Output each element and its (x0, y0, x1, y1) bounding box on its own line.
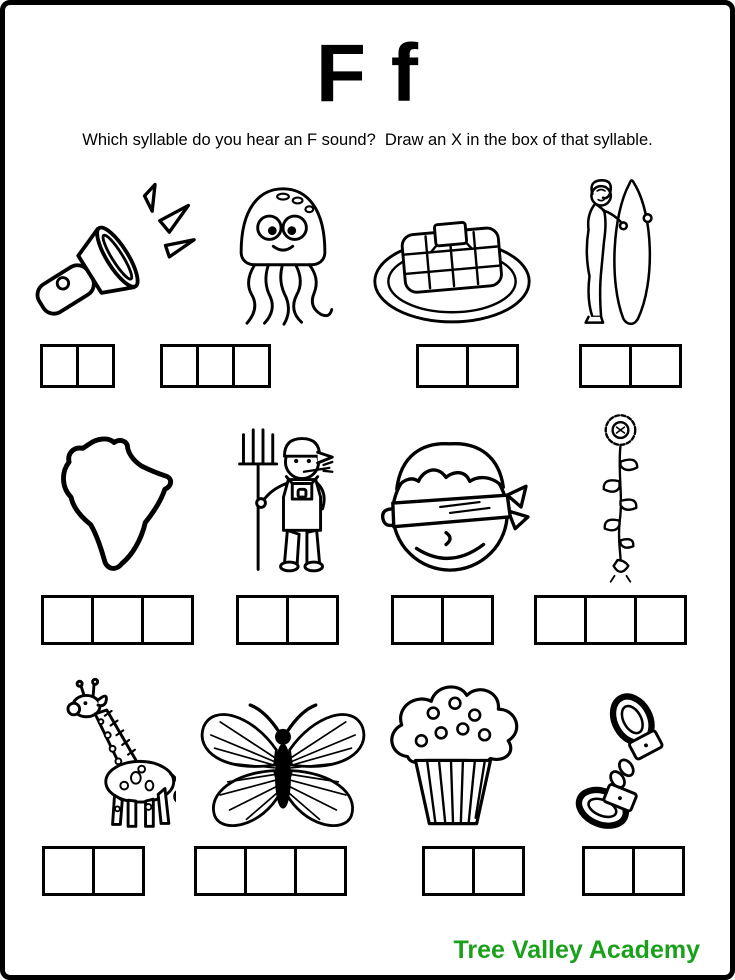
item-butterfly (199, 657, 367, 896)
syllable-boxes-surfer (579, 344, 682, 388)
syllable-box[interactable] (634, 598, 684, 642)
syllable-boxes-sunflower (534, 595, 687, 645)
item-surfer (536, 166, 704, 388)
syllable-box[interactable] (163, 347, 196, 385)
item-blindfold (368, 406, 536, 645)
syllable-box[interactable] (294, 849, 344, 893)
syllable-boxes-handcuffs (582, 846, 685, 896)
syllable-boxes-flashlight (40, 344, 115, 388)
surfer-image (574, 166, 666, 330)
blindfolded-boy-image (373, 406, 531, 588)
giraffe-image (54, 657, 176, 841)
sunflower-image (588, 406, 652, 588)
syllable-box[interactable] (45, 849, 92, 893)
syllable-box[interactable] (425, 849, 472, 893)
syllable-boxes-giraffe (42, 846, 145, 896)
jellyfish-image (227, 166, 340, 330)
syllable-box[interactable] (196, 347, 232, 385)
muffin-image (378, 657, 526, 841)
handcuffs-image (564, 657, 676, 841)
item-handcuffs (536, 657, 704, 896)
syllable-boxes-jellyfish (160, 344, 271, 388)
item-jellyfish (199, 166, 367, 388)
syllable-box[interactable] (286, 598, 336, 642)
syllable-boxes-butterfly (194, 846, 347, 896)
syllable-boxes-muffin (422, 846, 525, 896)
syllable-box[interactable] (76, 347, 112, 385)
farmer-image (222, 406, 344, 588)
brand-footer: Tree Valley Academy (453, 936, 700, 964)
syllable-box[interactable] (472, 849, 522, 893)
butterfly-image (194, 657, 372, 841)
syllable-box[interactable] (585, 849, 632, 893)
syllable-boxes-waffle (416, 344, 519, 388)
row-2 (31, 406, 704, 645)
item-muffin (368, 657, 536, 896)
row-3 (31, 657, 704, 896)
syllable-box[interactable] (197, 849, 244, 893)
syllable-box[interactable] (44, 598, 91, 642)
syllable-box[interactable] (244, 849, 294, 893)
syllable-box[interactable] (43, 347, 76, 385)
item-sunflower (536, 406, 704, 645)
syllable-boxes-africa (41, 595, 194, 645)
syllable-box[interactable] (419, 347, 466, 385)
row-1 (31, 166, 704, 388)
item-waffle (368, 166, 536, 388)
syllable-box[interactable] (441, 598, 491, 642)
syllable-box[interactable] (466, 347, 516, 385)
waffle-image (370, 166, 534, 330)
worksheet-title: F f (315, 28, 420, 119)
flashlight-image (34, 166, 196, 330)
instructions-text: Which syllable do you hear an F sound? Draw an X in the box of that syllable. (82, 131, 653, 149)
syllable-box[interactable] (537, 598, 584, 642)
syllable-box[interactable] (584, 598, 634, 642)
syllable-box[interactable] (141, 598, 191, 642)
africa-map-image (32, 406, 198, 588)
syllable-box[interactable] (582, 347, 629, 385)
item-africa (31, 406, 199, 645)
syllable-box[interactable] (632, 849, 682, 893)
item-giraffe (31, 657, 199, 896)
syllable-box[interactable] (239, 598, 286, 642)
item-farmer (199, 406, 367, 645)
syllable-box[interactable] (629, 347, 679, 385)
syllable-box[interactable] (91, 598, 141, 642)
syllable-box[interactable] (394, 598, 441, 642)
syllable-box[interactable] (92, 849, 142, 893)
syllable-box[interactable] (232, 347, 268, 385)
syllable-boxes-blindfold (391, 595, 494, 645)
syllable-boxes-farmer (236, 595, 339, 645)
